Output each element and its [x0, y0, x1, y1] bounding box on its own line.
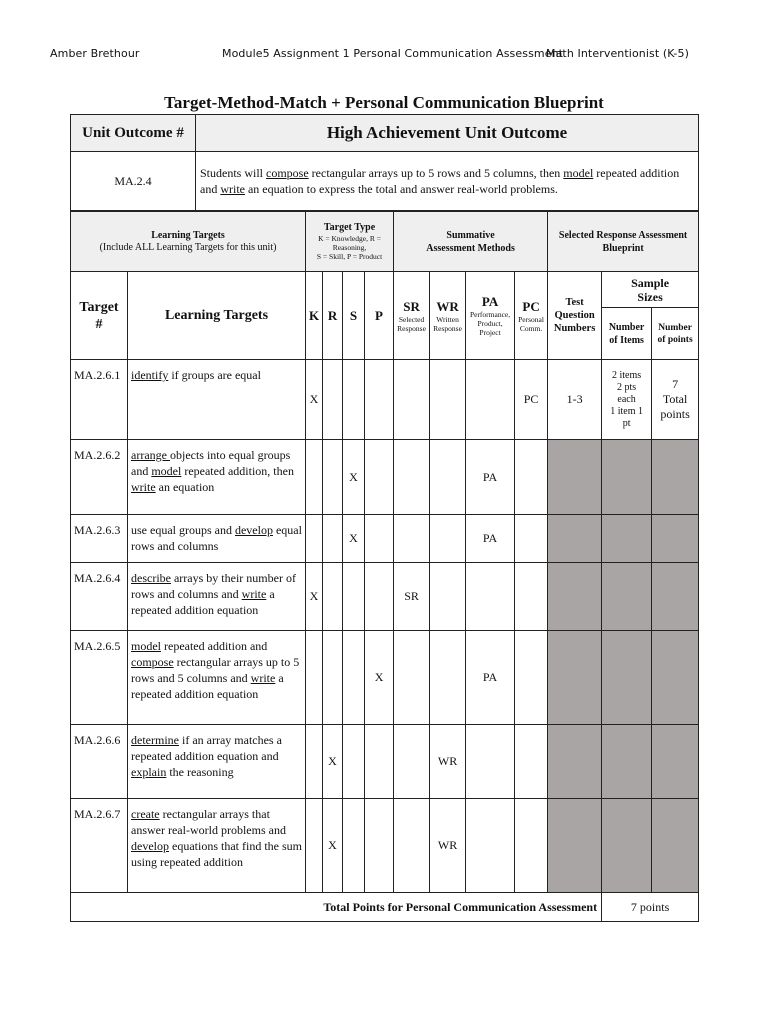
- target-id: MA.2.6.1: [71, 360, 128, 440]
- cell-sr: [394, 631, 430, 725]
- summative-section: [394, 212, 548, 272]
- cell-r: [323, 440, 343, 515]
- col-learning-targets: Learning Targets: [128, 272, 306, 360]
- col-sample-line-2: Sizes: [637, 289, 663, 304]
- learning-target-text: [128, 563, 306, 631]
- col-wr-sub-2: Response: [433, 323, 462, 333]
- table-row: [71, 440, 699, 515]
- cell-s: [343, 799, 365, 893]
- text-fragment: use equal groups and: [131, 523, 235, 537]
- cell-pa: [466, 360, 515, 440]
- text-fragment: the reasoning: [166, 765, 234, 779]
- shaded-cell: [548, 631, 602, 725]
- cell-p: [365, 360, 394, 440]
- cell-p: [365, 440, 394, 515]
- cell-k: [306, 631, 323, 725]
- cell-pc: [515, 631, 548, 725]
- verb-underlined: describe: [131, 571, 171, 585]
- text-fragment: rectangular arrays up to 5 rows and 5 columns, then: [308, 166, 564, 180]
- cell-p: [365, 799, 394, 893]
- col-pa-label: PA: [481, 294, 499, 309]
- text-fragment: a repeated addition equation: [131, 587, 275, 617]
- verb-underlined: develop: [131, 839, 169, 853]
- outcome-table: [70, 114, 699, 211]
- target-type-note-3: S = Skill, P = Product: [316, 252, 383, 261]
- col-pa-sub-1: Performance,: [469, 310, 511, 319]
- col-number-of-points: [652, 308, 699, 360]
- target-id: MA.2.6.2: [71, 440, 128, 515]
- col-sample-line-1: Sample: [631, 275, 670, 290]
- verb-underlined: create: [131, 807, 160, 821]
- shaded-cell: [548, 515, 602, 563]
- header-author: Amber Brethour: [50, 47, 140, 60]
- cell-pa: PA: [466, 631, 515, 725]
- cell-k: [306, 440, 323, 515]
- cell-wr: [430, 440, 466, 515]
- shaded-cell: [652, 440, 699, 515]
- cell-wr: [430, 563, 466, 631]
- cell-r: X: [323, 799, 343, 893]
- cell-sr: [394, 725, 430, 799]
- cell-s: X: [343, 440, 365, 515]
- cell-k: [306, 515, 323, 563]
- learning-targets-section: [71, 212, 306, 272]
- verb-underlined: write: [131, 480, 156, 494]
- cell-r: X: [323, 725, 343, 799]
- table-row: [71, 725, 699, 799]
- col-test-questions: [548, 272, 602, 360]
- text-fragment: an equation to express the total and answer real-world problems.: [244, 182, 558, 196]
- col-pc-sub-2: Comm.: [519, 323, 543, 333]
- text-fragment: equations that find the sum using repeated addition: [131, 839, 302, 869]
- verb-underlined: determine: [131, 733, 179, 747]
- cell-pa: [466, 563, 515, 631]
- selected-line-2: Blueprint: [602, 242, 644, 254]
- col-wr: [430, 272, 466, 360]
- verb-underlined: model: [151, 464, 182, 478]
- col-points-line-1: Number: [658, 322, 692, 333]
- cell-r: [323, 563, 343, 631]
- col-sr-sub-2: Response: [397, 323, 426, 333]
- cell-k: X: [306, 360, 323, 440]
- items-line: 2 items: [612, 369, 642, 381]
- col-pc-sub-1: Personal: [518, 314, 544, 324]
- text-fragment: equal rows and columns: [131, 523, 302, 553]
- high-achievement-label: High Achievement Unit Outcome: [196, 115, 699, 152]
- target-id: MA.2.6.7: [71, 799, 128, 893]
- table-row: [71, 563, 699, 631]
- shaded-cell: [548, 725, 602, 799]
- text-fragment: repeated addition and: [161, 639, 268, 653]
- target-rows: [71, 360, 699, 893]
- shaded-cell: [652, 515, 699, 563]
- header-assignment: Module5 Assignment 1 Personal Communication Assessment: [222, 47, 564, 60]
- cell-pc: [515, 440, 548, 515]
- target-type-section: [306, 212, 394, 272]
- target-id: MA.2.6.4: [71, 563, 128, 631]
- col-target-number: [71, 272, 128, 360]
- shaded-cell: [652, 631, 699, 725]
- cell-r: [323, 515, 343, 563]
- col-test-line-2: Question: [554, 310, 595, 321]
- col-sr-label: SR: [403, 298, 420, 314]
- col-number-of-items: [602, 308, 652, 360]
- cell-s: X: [343, 515, 365, 563]
- cell-pc: [515, 563, 548, 631]
- text-fragment: if groups are equal: [168, 368, 261, 382]
- text-fragment: repeated addition, then: [181, 464, 294, 478]
- col-pa-sub-2: Product,: [477, 319, 503, 328]
- cell-p: [365, 515, 394, 563]
- outcome-code: MA.2.4: [71, 152, 196, 211]
- shaded-cell: [548, 440, 602, 515]
- text-fragment: a repeated addition equation: [131, 671, 284, 701]
- learning-targets-section-title: Learning Targets: [151, 229, 225, 241]
- cell-sr: [394, 799, 430, 893]
- shaded-cell: [652, 799, 699, 893]
- text-fragment: objects into equal groups and: [131, 448, 291, 478]
- col-sample-sizes: [602, 272, 699, 308]
- verb-underlined: write: [241, 587, 267, 601]
- col-pc-label: PC: [522, 298, 540, 314]
- shaded-cell: [602, 799, 652, 893]
- col-s: S: [343, 272, 365, 360]
- verb-underlined: explain: [131, 765, 167, 779]
- learning-target-text: [128, 725, 306, 799]
- cell-pa: PA: [466, 515, 515, 563]
- col-sr-sub-1: Selected: [398, 314, 425, 324]
- items-line: pt: [622, 417, 631, 429]
- col-pa: [466, 272, 515, 360]
- table-row: [71, 799, 699, 893]
- blueprint-document: [70, 114, 698, 922]
- items-line: each: [617, 393, 636, 405]
- col-wr-label: WR: [436, 298, 459, 314]
- cell-sr: [394, 515, 430, 563]
- learning-targets-section-note: (Include ALL Learning Targets for this unit): [99, 241, 277, 253]
- verb-underlined: arrange: [131, 448, 170, 462]
- points-line: Total: [662, 392, 688, 406]
- cell-s: [343, 563, 365, 631]
- text-fragment: rectangular arrays that answer real-world problems and: [131, 807, 286, 837]
- col-test-line-1: Test: [565, 297, 584, 308]
- text-fragment: arrays by their number of rows and columns and: [131, 571, 296, 601]
- blueprint-table: [70, 211, 699, 922]
- verb-underlined: write: [220, 182, 245, 196]
- selected-response-section: [548, 212, 699, 272]
- learning-target-text: [128, 360, 306, 440]
- target-type-note-2: Reasoning,: [332, 243, 367, 252]
- cell-pc: [515, 799, 548, 893]
- cell-pc: PC: [515, 360, 548, 440]
- shaded-cell: [652, 725, 699, 799]
- cell-wr: WR: [430, 725, 466, 799]
- outcome-text-content: [200, 166, 679, 196]
- cell-test-numbers: 1-3: [548, 360, 602, 440]
- shaded-cell: [548, 563, 602, 631]
- verb-underlined: model: [563, 166, 594, 180]
- learning-target-text: [128, 799, 306, 893]
- cell-k: X: [306, 563, 323, 631]
- cell-p: [365, 563, 394, 631]
- col-target-number-line-2: #: [95, 316, 103, 332]
- target-id: MA.2.6.5: [71, 631, 128, 725]
- col-items-line-2: of Items: [609, 334, 644, 346]
- verb-underlined: write: [250, 671, 276, 685]
- cell-pc: [515, 515, 548, 563]
- header-role: Math Interventionist (K-5): [546, 47, 689, 60]
- cell-number-of-points: [652, 360, 699, 440]
- cell-pc: [515, 725, 548, 799]
- col-wr-sub-1: Written: [436, 314, 459, 324]
- cell-pa: [466, 799, 515, 893]
- cell-sr: [394, 440, 430, 515]
- cell-k: [306, 799, 323, 893]
- learning-target-text: [128, 631, 306, 725]
- table-row: [71, 360, 699, 440]
- cell-sr: SR: [394, 563, 430, 631]
- shaded-cell: [548, 799, 602, 893]
- items-line: 1 item 1: [610, 405, 643, 417]
- cell-s: [343, 631, 365, 725]
- text-fragment: Students will: [200, 166, 267, 180]
- col-sr: [394, 272, 430, 360]
- points-line: 7: [672, 377, 679, 391]
- outcome-text: [196, 152, 699, 211]
- shaded-cell: [602, 631, 652, 725]
- col-pc: [515, 272, 548, 360]
- shaded-cell: [602, 515, 652, 563]
- text-fragment: rectangular arrays up to 5 rows and 5 columns and: [131, 655, 300, 685]
- verb-underlined: model: [131, 639, 161, 653]
- cell-wr: [430, 360, 466, 440]
- page-title: Target-Method-Match + Personal Communication Blueprint: [164, 93, 604, 112]
- text-fragment: an equation: [155, 480, 215, 494]
- col-p: P: [365, 272, 394, 360]
- unit-outcome-label: Unit Outcome #: [71, 115, 196, 152]
- table-row: [71, 631, 699, 725]
- target-type-note-1: K = Knowledge, R =: [318, 234, 381, 243]
- total-label: Total Points for Personal Communication Assessment: [71, 893, 602, 922]
- target-id: MA.2.6.3: [71, 515, 128, 563]
- cell-wr: WR: [430, 799, 466, 893]
- shaded-cell: [652, 563, 699, 631]
- cell-p: X: [365, 631, 394, 725]
- col-target-number-line-1: Target: [79, 299, 119, 315]
- table-row: [71, 515, 699, 563]
- verb-underlined: develop: [234, 523, 273, 537]
- col-r: R: [323, 272, 343, 360]
- verb-underlined: identify: [131, 368, 169, 382]
- col-pa-sub-3: Project: [479, 328, 501, 337]
- cell-k: [306, 725, 323, 799]
- selected-line-1: Selected Response Assessment: [558, 229, 688, 241]
- cell-s: [343, 360, 365, 440]
- target-id: MA.2.6.6: [71, 725, 128, 799]
- col-k: K: [306, 272, 323, 360]
- cell-wr: [430, 631, 466, 725]
- shaded-cell: [602, 725, 652, 799]
- total-value: 7 points: [602, 893, 699, 922]
- summative-line-2: Assessment Methods: [426, 242, 515, 254]
- learning-target-text: [128, 440, 306, 515]
- cell-pa: PA: [466, 440, 515, 515]
- shaded-cell: [602, 440, 652, 515]
- target-type-title: Target Type: [323, 222, 376, 233]
- cell-wr: [430, 515, 466, 563]
- cell-pa: [466, 725, 515, 799]
- text-fragment: if an array matches a repeated addition equation and: [131, 733, 282, 763]
- col-points-line-2: of points: [657, 334, 693, 345]
- cell-r: [323, 360, 343, 440]
- summative-line-1: Summative: [446, 229, 495, 241]
- shaded-cell: [602, 563, 652, 631]
- col-test-line-3: Numbers: [553, 323, 596, 334]
- cell-s: [343, 725, 365, 799]
- cell-p: [365, 725, 394, 799]
- cell-sr: [394, 360, 430, 440]
- cell-r: [323, 631, 343, 725]
- points-line: points: [660, 407, 690, 421]
- text-fragment: repeated addition and: [200, 166, 680, 196]
- verb-underlined: compose: [131, 655, 174, 669]
- learning-target-text: [128, 515, 306, 563]
- verb-underlined: compose: [266, 166, 309, 180]
- cell-number-of-items: [602, 360, 652, 440]
- col-items-line-1: Number: [608, 321, 645, 333]
- items-line: 2 pts: [617, 381, 637, 393]
